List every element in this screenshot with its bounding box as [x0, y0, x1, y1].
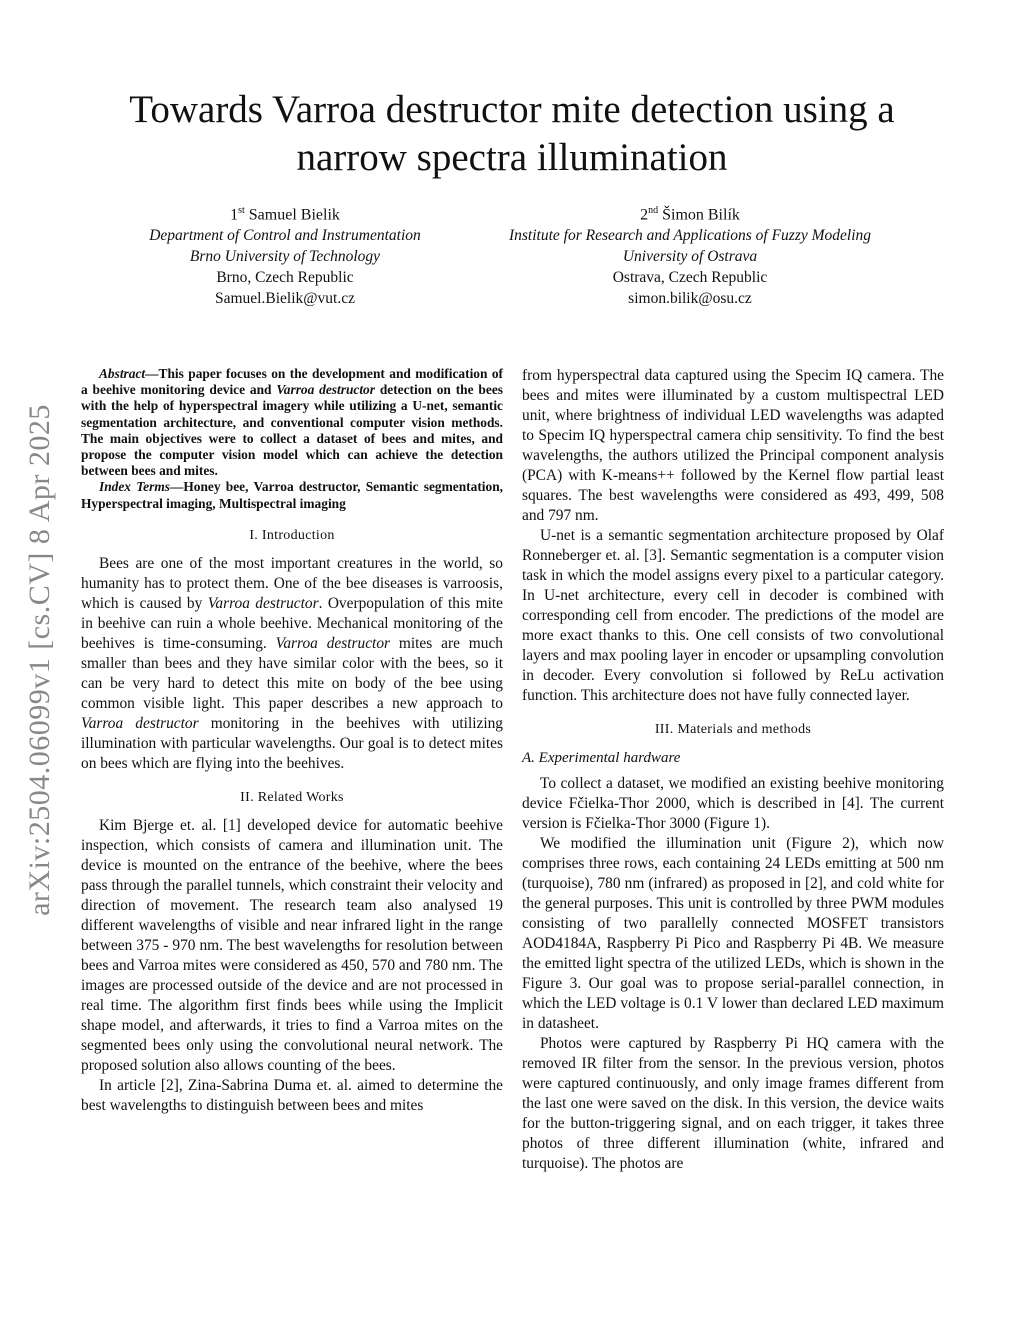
abstract-species: Varroa destructor: [276, 382, 375, 398]
right-column: [522, 366, 944, 1174]
species-name: Varroa destructor: [275, 634, 391, 652]
methods-paragraph-1: To collect a dataset, we modified an existing beehive monitoring device Fčielka-Thor 2000, which is described in [4]. The current version is Fčielka-Thor 3000 (Figure 1).: [522, 775, 944, 832]
related-paragraph-2-continued: from hyperspectral data captured using the Specim IQ camera. The bees and mites were illuminated by a custom multispectral LED unit, where brightness of individual LED wavelengths was adapted to Specim IQ hyperspectral camera chip sensitivity. To find the best wavelengths, the authors utilized the Principal component analysis (PCA) with K-means++ followed by the Kernel flow partial least squares. The best wavelengths were considered as 493, 499, 508 and 797 nm.: [522, 367, 944, 524]
abstract-text-cont: detection on the bees with the help of hyperspectral imagery while utilizing a U-net, semantic segmentation architecture, and conventional computer vision methods. The main objectives were to collect a dataset of bees and mites, and propose the computer vision model which can achieve the detection between bees and mites.: [81, 382, 503, 479]
author-block-2: [470, 200, 910, 309]
author-name-line: [470, 200, 910, 225]
author-name: Samuel Bielik: [248, 206, 340, 224]
arxiv-identifier-text: arXiv:2504.06099v1 [cs.CV] 8 Apr 2025: [23, 404, 57, 916]
author-ordinal-suffix: st: [238, 205, 245, 216]
arxiv-identifier: [20, 360, 60, 960]
intro-paragraph: [81, 554, 503, 774]
author-location: Ostrava, Czech Republic: [612, 269, 768, 287]
author-name: Šimon Bilík: [662, 206, 740, 224]
intro-text: . Overpopulation of this mite in beehive can ruin a whole beehive. Mechanical monitoring of the beehives is time-consuming.: [81, 594, 503, 652]
author-location: Brno, Czech Republic: [216, 269, 354, 287]
subsection-heading-hardware: A. Experimental hardware: [522, 750, 681, 766]
author-ordinal-suffix: nd: [648, 205, 659, 216]
methods-paragraph-2: We modified the illumination unit (Figure 2), which now comprises three rows, each containing 24 LEDs emitting at 500 nm (turquoise), 780 nm (infrared) as proposed in [2], and cold white for the general purposes. This unit is controlled by three PWM modules consisting of two parallelly connected MOSFET transistors AOD4184A, Raspberry Pi Pico and Raspberry Pi 4B. We measure the emitted light spectra of the utilized LEDs, which is shown in the Figure 3. Our goal was to propose serial-parallel connection, in which the LED voltage is 0.1 V lower than declared LED maximum in datasheet.: [522, 835, 944, 1032]
methods-paragraph-3: Photos were captured by Raspberry Pi HQ camera with the removed IR filter from the sensor. In the previous version, photos were captured continuously, and only image frames different from the last one were saved on the disk. In this version, the device waits for the button-triggering signal, and on each trigger, it takes three photos of three different illumination (white, infrared and turquoise). The photos are: [522, 1035, 944, 1172]
related-paragraph-2: In article [2], Zina-Sabrina Duma et. al. aimed to determine the best wavelengths to distinguish between bees and mites: [81, 1076, 503, 1114]
left-column: [81, 366, 503, 1116]
abstract: [81, 366, 503, 479]
author-email: simon.bilik@osu.cz: [628, 290, 752, 308]
related-paragraph-1: Kim Bjerge et. al. [1] developed device for automatic beehive inspection, which consists of camera and illumination unit. The device is mounted on the entrance of the beehive, where the bees pass through the parallel tunnels, which constraint their velocity and direction of movement. The research team also analysed 19 different wavelengths of visible and near infrared light in the range between 375 - 970 nm. The best wavelengths for resolution between bees and Varroa mites were considered as 450, 570 and 780 nm. The images are processed outside of the device and are not processed in real time. The algorithm first finds bees while using the Implicit shape model, and afterwards, it tries to find a Varroa mites on the segmented bees only using the convolutional neural network. The proposed solution also allows counting of the bees.: [81, 816, 503, 1074]
intro-text: Bees are one of the most important creatures in the world, so humanity has to protect them. One of the bee diseases is varroosis, which is caused by: [81, 554, 503, 612]
related-paragraph-3: U-net is a semantic segmentation architecture proposed by Olaf Ronneberger et. al. [3]. Semantic segmentation is a computer vision task in which the model assigns every pixel to a particular category. In U-net architecture, every cell in decoder is combined with corresponding cell from encoder. The predictions of the model are more exact thanks to this. One cell consists of two convolutional layers and max pooling layer in encoder or upsampling convolution in decoder. Every convolution si followed by ReLu activation function. This architecture does not have fully connected layer.: [522, 527, 944, 704]
paper-title: Towards Varroa destructor mite detection using a narrow spectra illumination: [129, 88, 895, 179]
author-institution: University of Ostrava: [622, 248, 758, 266]
species-name: Varroa destructor: [207, 594, 319, 612]
author-email: Samuel.Bielik@vut.cz: [215, 290, 355, 308]
index-terms: [81, 479, 503, 511]
author-department: Department of Control and Instrumentation: [149, 227, 421, 245]
section-heading-related-works: II. Related Works: [240, 789, 344, 805]
index-terms-label: Index Terms: [99, 479, 170, 495]
section-heading-methods: III. Materials and methods: [654, 722, 812, 737]
author-block-1: [110, 200, 460, 309]
abstract-text: —This paper focuses on the development and modification of a beehive monitoring device and: [81, 366, 503, 398]
author-name-line: [110, 200, 460, 225]
index-terms-text: —Honey bee, Varroa destructor, Semantic segmentation, Hyperspectral imaging, Multispectral imaging: [81, 479, 503, 511]
intro-text: monitoring in the beehives with utilizing illumination with particular wavelengths. Our goal is to detect mites on bees which are flying into the beehives.: [81, 714, 504, 772]
section-heading-introduction: I. Introduction: [249, 527, 335, 543]
abstract-label: Abstract: [99, 366, 146, 381]
intro-text: mites are much smaller than bees and they have similar color with the bees, so it can be very hard to detect this mite on body of the bee using common visible light. This paper describes a new approach to: [81, 634, 504, 712]
species-name: Varroa destructor: [81, 714, 199, 732]
author-department: Institute for Research and Applications of Fuzzy Modeling: [508, 227, 872, 245]
author-institution: Brno University of Technology: [189, 248, 381, 266]
author-ordinal: 1: [230, 206, 239, 224]
author-ordinal: 2: [640, 206, 649, 224]
